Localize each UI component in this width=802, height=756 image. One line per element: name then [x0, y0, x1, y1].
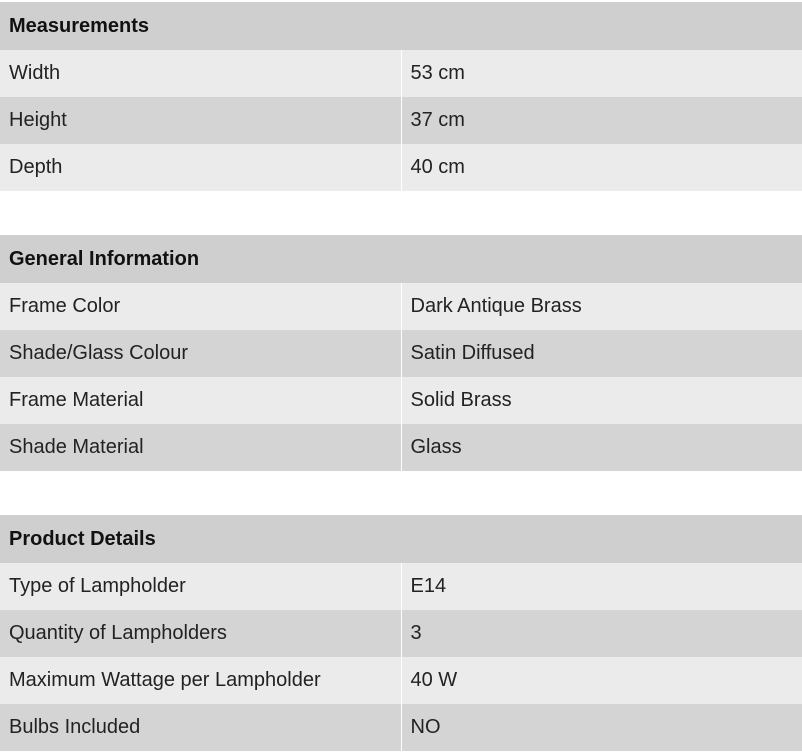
table-row: [0, 610, 802, 657]
row-value: NO: [401, 704, 802, 751]
measurements-section: [0, 2, 802, 191]
row-label: Shade/Glass Colour: [0, 330, 401, 377]
row-label: Bulbs Included: [0, 704, 401, 751]
section-title: Measurements: [0, 2, 802, 50]
table-row: [0, 283, 802, 330]
row-label: Frame Material: [0, 377, 401, 424]
table-row: [0, 563, 802, 610]
row-value: Dark Antique Brass: [401, 283, 802, 330]
row-label: Shade Material: [0, 424, 401, 471]
table-row: [0, 377, 802, 424]
row-label: Depth: [0, 144, 401, 191]
measurements-table: [0, 2, 802, 191]
section-header: [0, 2, 802, 50]
general-information-table: [0, 235, 802, 471]
row-value: 3: [401, 610, 802, 657]
table-row: [0, 657, 802, 704]
general-information-section: [0, 235, 802, 471]
row-value: Solid Brass: [401, 377, 802, 424]
row-label: Type of Lampholder: [0, 563, 401, 610]
row-label: Frame Color: [0, 283, 401, 330]
row-value: Glass: [401, 424, 802, 471]
table-row: [0, 424, 802, 471]
row-value: 37 cm: [401, 97, 802, 144]
row-label: Height: [0, 97, 401, 144]
section-header: [0, 235, 802, 283]
table-row: [0, 50, 802, 97]
row-value: 53 cm: [401, 50, 802, 97]
table-row: [0, 97, 802, 144]
row-value: 40 cm: [401, 144, 802, 191]
row-value: 40 W: [401, 657, 802, 704]
product-details-table: [0, 515, 802, 751]
row-label: Width: [0, 50, 401, 97]
row-value: E14: [401, 563, 802, 610]
row-label: Maximum Wattage per Lampholder: [0, 657, 401, 704]
table-row: [0, 144, 802, 191]
section-spacer: [0, 471, 802, 515]
section-title: General Information: [0, 235, 802, 283]
section-header: [0, 515, 802, 563]
row-value: Satin Diffused: [401, 330, 802, 377]
product-details-section: [0, 515, 802, 751]
section-spacer: [0, 191, 802, 235]
section-title: Product Details: [0, 515, 802, 563]
table-row: [0, 330, 802, 377]
table-row: [0, 704, 802, 751]
row-label: Quantity of Lampholders: [0, 610, 401, 657]
